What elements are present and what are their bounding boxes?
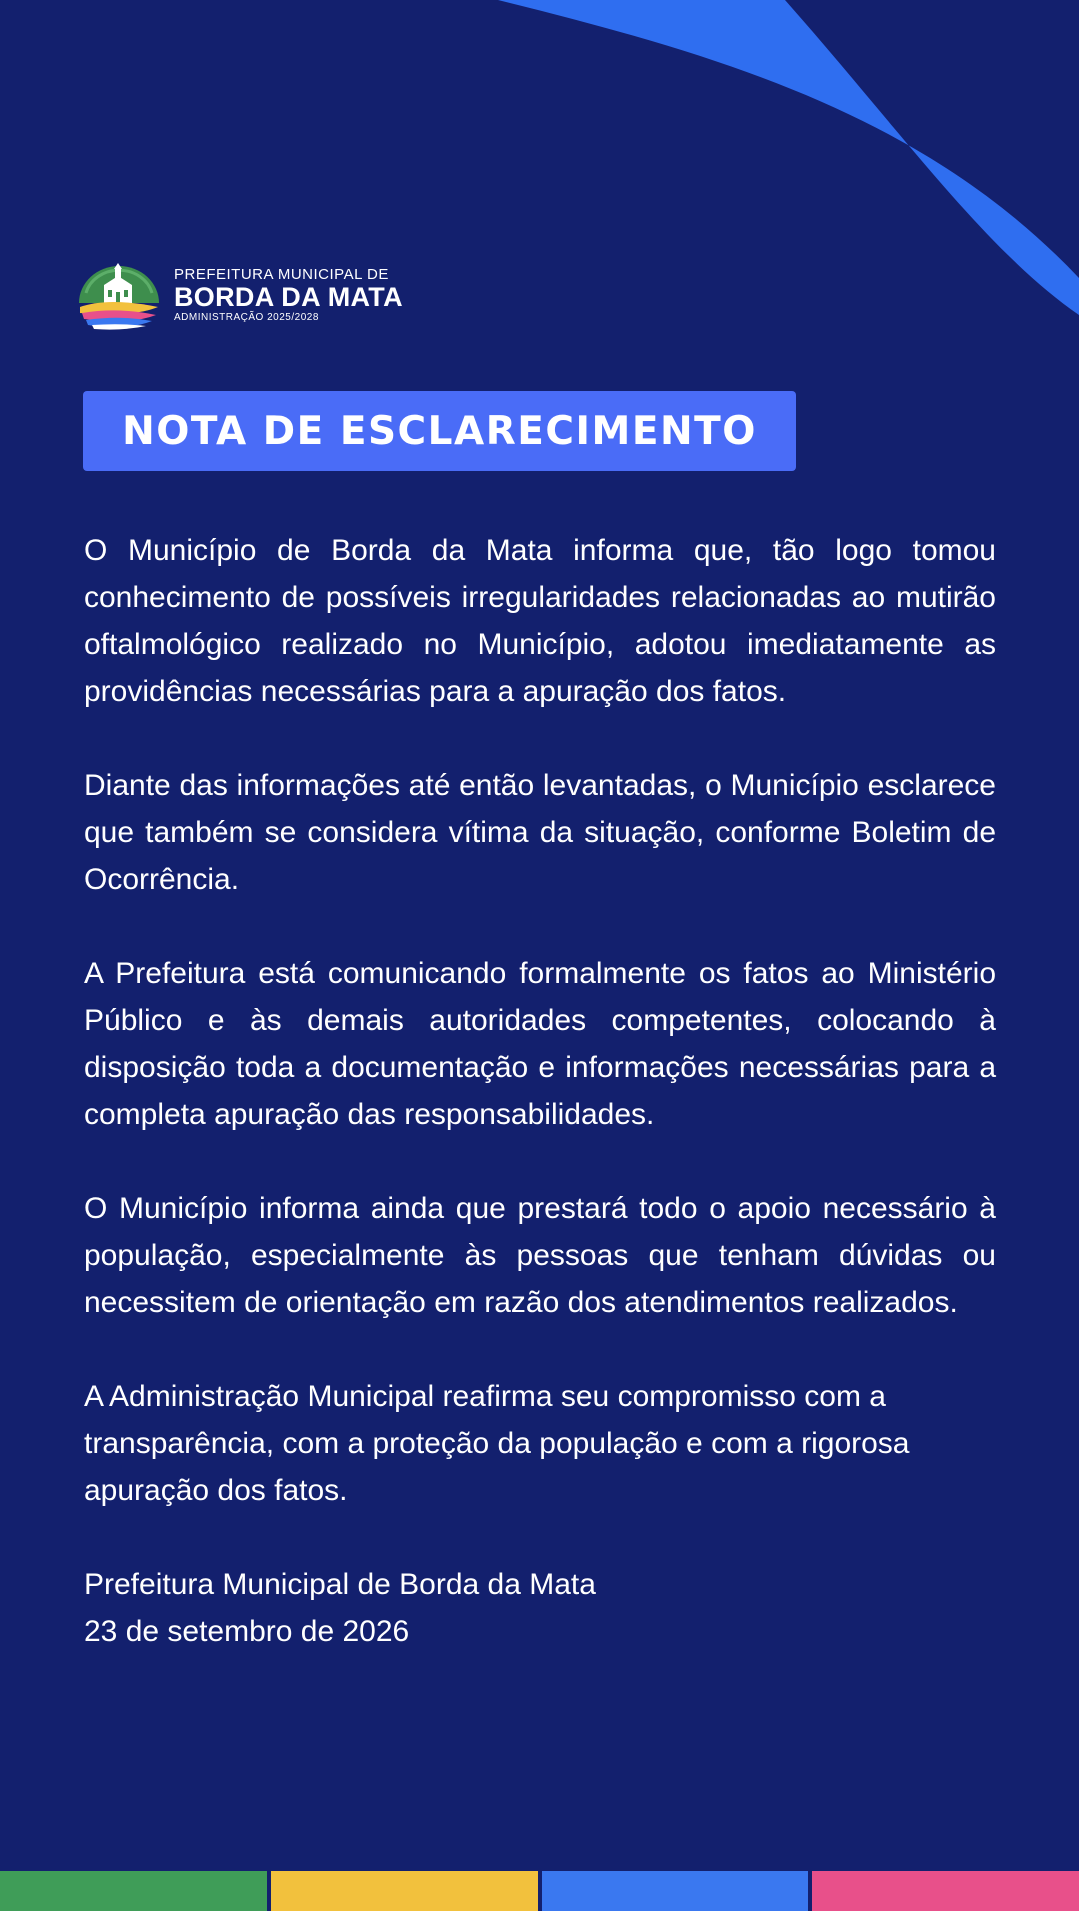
signature-date: 23 de setembro de 2026: [84, 1615, 410, 1648]
color-bar-green: [0, 1871, 267, 1911]
logo-line-city-name: BORDA DA MATA: [174, 282, 403, 312]
paragraph-2: Diante das informações até então levantadas, o Município esclarece que também se considera vítima da situação, conforme Boletim de Ocorrência.: [84, 769, 996, 896]
color-bar-pink: [812, 1871, 1079, 1911]
paragraph-1: O Município de Borda da Mata informa que, tão logo tomou conhecimento de possíveis irregularidades relacionadas ao mutirão oftalmológico realizado no Município, adotou imediatamente as providências necessárias para a apuração dos fatos.: [84, 534, 996, 708]
logo-line-administration: ADMINISTRAÇÃO 2025/2028: [174, 312, 319, 323]
paragraph-4: O Município informa ainda que prestará todo o apoio necessário à população, especialmente às pessoas que tenham dúvidas ou necessitem de orientação em razão dos atendimentos realizados.: [84, 1192, 996, 1319]
paragraph-5: A Administração Municipal reafirma seu compromisso com a transparência, com a proteção da população e com a rigorosa apuração dos fatos.: [84, 1380, 910, 1507]
page-title: NOTA DE ESCLARECIMENTO: [122, 408, 757, 454]
signature-block: [84, 1561, 996, 1655]
logo-text-block: [174, 266, 403, 325]
color-bar-blue: [542, 1871, 809, 1911]
color-bar-yellow: [271, 1871, 538, 1911]
paragraph-3: A Prefeitura está comunicando formalmente os fatos ao Ministério Público e às demais autoridades competentes, colocando à disposição toda a documentação e informações necessárias para a completa apuração das responsabilidades.: [84, 957, 996, 1131]
title-banner: [83, 391, 796, 471]
municipality-logo: [78, 262, 478, 332]
signature-entity: Prefeitura Municipal de Borda da Mata: [84, 1568, 596, 1601]
footer-color-bar: [0, 1871, 1079, 1911]
announcement-body: [84, 527, 996, 1655]
logo-line-prefeitura: PREFEITURA MUNICIPAL DE: [174, 266, 389, 283]
city-emblem-icon: [78, 263, 160, 331]
